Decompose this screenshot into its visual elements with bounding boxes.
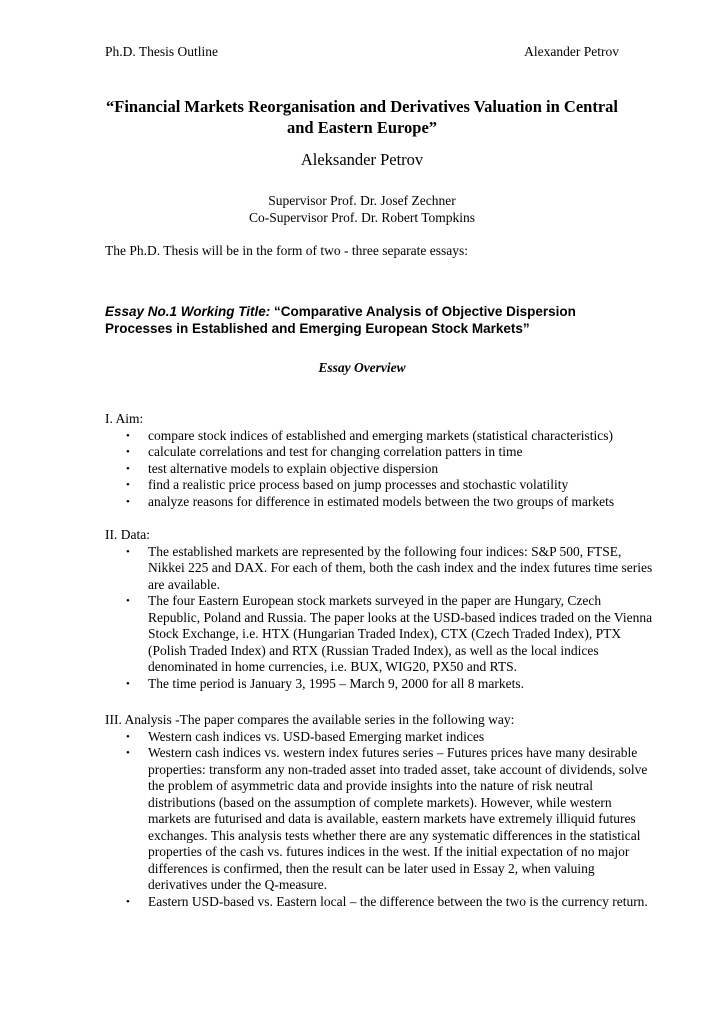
bullet-icon: • [126,429,130,442]
header-left: Ph.D. Thesis Outline [105,44,219,59]
aim-list [105,428,655,511]
data-heading: II. Data: [105,527,150,542]
bullet-icon: • [126,545,130,558]
analysis-list [105,729,655,911]
thesis-title: “Financial Markets Reorganisation and Derivatives Valuation in Central and Eastern Europe” [106,97,618,137]
list-item: • find a realistic price process based on jump processes and stochastic volatility [126,477,569,492]
bullet-icon: • [126,730,130,743]
bullet-icon: • [126,495,130,508]
data-section [105,527,655,692]
supervisor-line: Supervisor Prof. Dr. Josef Zechner [268,193,456,208]
list-item: • calculate correlations and test for changing correlation patters in time [126,444,523,459]
bullet-icon: • [126,595,130,607]
bullet-icon: • [126,462,130,475]
bullet-icon: • [126,677,130,690]
list-item: • compare stock indices of established and emerging markets (statistical characteristics) [126,427,613,443]
header-right: Alexander Petrov [524,44,619,59]
bullet-icon: • [126,446,130,458]
aim-section [105,411,655,510]
data-list [105,544,655,693]
essay-overview-heading: Essay Overview [318,360,406,375]
essay-label: Essay No.1 Working Title: [105,304,271,319]
list-item: • analyze reasons for difference in estimated models between the two groups of markets [126,493,615,509]
list-item: • The established markets are represented by the following four indices: S&P 500, FTSE, Nikkei 225 and DAX. For each of them, both the cash index and the index futures time series are available. [126,543,653,592]
bullet-icon: • [126,479,130,491]
list-item: • Western cash indices vs. western index futures series – Futures prices have many desirable properties: transform any non-traded asset into traded asset, take account of dividends, solve the problem of asymmetric data and provide insights into the nature of risk neutral distributions (based on the assumption of complete markets). However, while western markets are futurised and data is available, eastern markets have extremely illiquid futures exchanges. This analysis tests whether there are any systematic differences in the statistical properties of the cash vs. futures indices in the west. If the initial expectation of no major differences is confirmed, then the result can be later used in Essay 2, when valuing derivatives under the Q-measure. [126,745,648,892]
aim-heading: I. Aim: [105,411,144,426]
essay-title: “Comparative Analysis of Objective Dispersion Processes in Established and Emerging European Stock Markets” [105,304,576,336]
list-item: • test alternative models to explain objective dispersion [126,460,439,476]
bullet-icon: • [126,747,130,759]
essay-heading [105,303,625,337]
list-item: • Western cash indices vs. USD-based Emerging market indices [126,728,485,744]
analysis-section [105,712,655,910]
list-item: • The four Eastern European stock markets surveyed in the paper are Hungary, Czech Republic, Poland and Russia. The paper looks at the USD-based indices traded on the Vienna Stock Exchange, i.e. HTX (Hungarian Traded Index), CTX (Czech Traded Index), PTX (Polish Traded Index) and RTX (Russian Traded Index), as well as the local indices denominated in home currencies, i.e. BUX, WIG20, PX50 and RTS. [126,593,653,674]
co-supervisor-line: Co-Supervisor Prof. Dr. Robert Tompkins [248,210,476,225]
bullet-icon: • [126,895,130,908]
author-name: Aleksander Petrov [300,150,424,169]
analysis-heading: III. Analysis -The paper compares the available series in the following way: [105,712,515,727]
supervisors-block [100,192,624,226]
list-item: • Eastern USD-based vs. Eastern local – the difference between the two is the currency return. [126,893,648,909]
intro-paragraph: The Ph.D. Thesis will be in the form of two - three separate essays: [105,243,469,258]
list-item: • The time period is January 3, 1995 – March 9, 2000 for all 8 markets. [126,675,525,691]
